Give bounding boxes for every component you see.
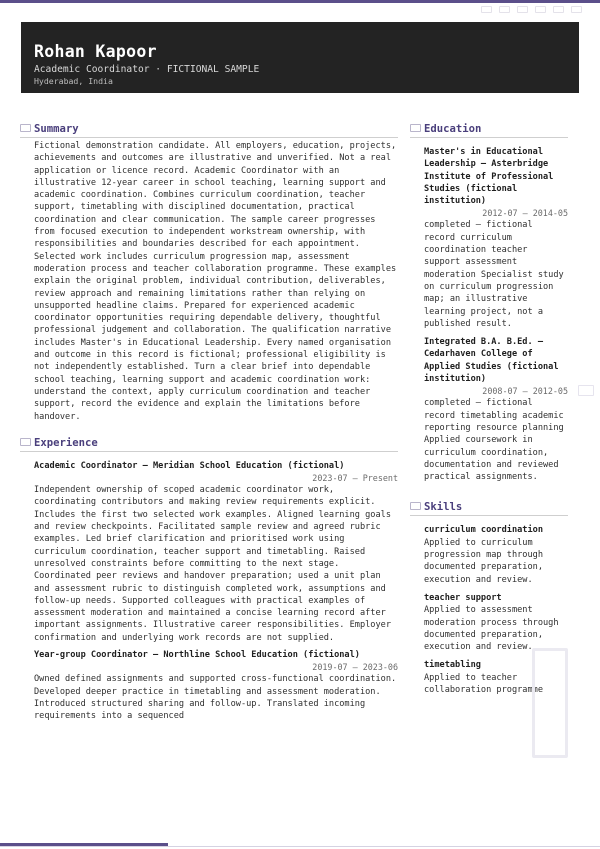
section-glyph-icon xyxy=(410,502,421,510)
job-dates: 2023-07 – Present xyxy=(312,473,398,484)
degree-dates: 2008-07 – 2012-05 xyxy=(482,386,568,397)
summary-text: Fictional demonstration candidate. All employers, education, projects, achievements and outcomes are illustrative and unverified. Not a real application or licence record. Academic Coordinator with an illustrative 12-year career in school teaching, learning support and academic coordination. Combines curriculum coordination, teacher support, timetabling with disciplined documentation, practical coordination and clear communication. The sample career progresses from focused execution to independent workstream ownership, with responsibilities and boundaries described for each appointment. Selected work includes curriculum progression map, assessment moderation process and teacher collaboration programme. These examples explain the original problem, individual contribution, deliverables, review approach and remaining limitations rather than relying on unsupported headline claims. Prepared for experienced academic coordinator opportunities requiring dependable delivery, thoughtful professional judgement and collaboration. The qualification narrative includes Master's in Educational Leadership. Every named organisation and outcome in this record is fictional; professional eligibility is not independently established. Turn a clear brief into dependable school teaching, learning support and academic coordination work: understand the context, apply curriculum coordination and teacher support, record the evidence and explain the limitations before handover. xyxy=(34,141,397,422)
degree-title: Integrated B.A. B.Ed. — Cedarhaven College of Applied Studies (fictional institution) xyxy=(424,337,559,385)
experience-entry xyxy=(20,649,398,722)
skill-name: curriculum coordination xyxy=(424,525,543,536)
candidate-role: Academic Coordinator · FICTIONAL SAMPLE xyxy=(34,64,260,75)
experience-section xyxy=(20,437,398,723)
job-description: Independent ownership of scoped academic coordinator work, coordinating contributors and making review requirements explicit. Includes the first two selected work examples. Aligned learning goals and review checkpoints. Facilitated sample review and agreed rubric examples. Led brief clarification and prioritised work using curriculum coordination, teacher support and timetabling. Raised unresolved constraints before committing to the next stage. Coordinated peer reviews and handover preparation; used a unit plan and assessment rubric to distinguish completed work, assumptions and follow-up needs. Supported colleagues with practical examples of assessment moderation and maintained a concise learning record after important assignments. Illustrative career responsibilities. Employer confirmation and underlying work records are not supplied. xyxy=(34,485,391,643)
degree-description: completed — fictional record curriculum coordination teacher support assessment moderation Specialist study on curriculum progression map; an illustrative learning project, not a published result. xyxy=(424,220,564,329)
degree-dates: 2012-07 – 2014-05 xyxy=(482,208,568,219)
placeholder-glyph-icon xyxy=(535,6,546,13)
watermark-glyph-icon xyxy=(532,648,568,758)
skill-description: Applied to assessment moderation process through documented preparation, execution and review. xyxy=(424,605,559,653)
job-title: Year-group Coordinator — Northline School Education (fictional) xyxy=(34,649,360,660)
education-entry xyxy=(410,146,568,330)
degree-title: Master's in Educational Leadership — Asterbridge Institute of Professional Studies (fictional institution) xyxy=(424,147,554,207)
skill-description: Applied to teacher collaboration programme xyxy=(424,672,543,695)
job-dates: 2019-07 – 2023-06 xyxy=(312,662,398,673)
main-column xyxy=(20,123,398,722)
job-title: Academic Coordinator — Meridian School Education (fictional) xyxy=(34,460,345,471)
education-section xyxy=(410,123,568,483)
section-title: Summary xyxy=(34,123,79,135)
bottom-divider xyxy=(0,846,600,847)
top-placeholder-marks xyxy=(481,6,582,13)
placeholder-glyph-icon xyxy=(553,6,564,13)
degree-description: completed — fictional record timetabling academic reporting resource planning Applied coursework in curriculum coordination, documentation and reviewed practical assignments. xyxy=(424,398,564,483)
summary-section xyxy=(20,123,398,423)
section-glyph-icon xyxy=(410,124,421,132)
section-header xyxy=(20,437,398,452)
section-title: Education xyxy=(424,123,482,135)
candidate-location: Hyderabad, India xyxy=(34,76,113,86)
side-column xyxy=(410,123,568,696)
skill-item xyxy=(410,524,568,585)
section-header xyxy=(410,501,568,516)
candidate-name: Rohan Kapoor xyxy=(34,42,157,61)
placeholder-glyph-icon xyxy=(517,6,528,13)
section-title: Skills xyxy=(424,501,463,514)
education-entry xyxy=(410,336,568,483)
resume-header xyxy=(21,22,579,93)
section-header xyxy=(410,123,568,138)
section-glyph-icon xyxy=(20,438,31,446)
placeholder-glyph-icon xyxy=(481,6,492,13)
section-header xyxy=(20,123,398,138)
top-accent-rule xyxy=(0,0,600,3)
job-description: Owned defined assignments and supported cross-functional coordination. Developed deeper practice in timetabling and assessment moderation. Introduced structured sharing and follow-up. Translated incoming requirements into a sequenced xyxy=(34,674,397,722)
placeholder-glyph-icon xyxy=(571,6,582,13)
section-glyph-icon xyxy=(20,124,31,132)
skill-description: Applied to curriculum progression map through documented preparation, execution and review. xyxy=(424,537,543,585)
skill-item xyxy=(410,592,568,653)
experience-entry xyxy=(20,460,398,644)
section-title: Experience xyxy=(34,436,98,449)
skill-name: teacher support xyxy=(424,592,502,603)
side-placeholder-icon xyxy=(578,385,594,396)
placeholder-glyph-icon xyxy=(499,6,510,13)
skill-name: timetabling xyxy=(424,660,481,671)
